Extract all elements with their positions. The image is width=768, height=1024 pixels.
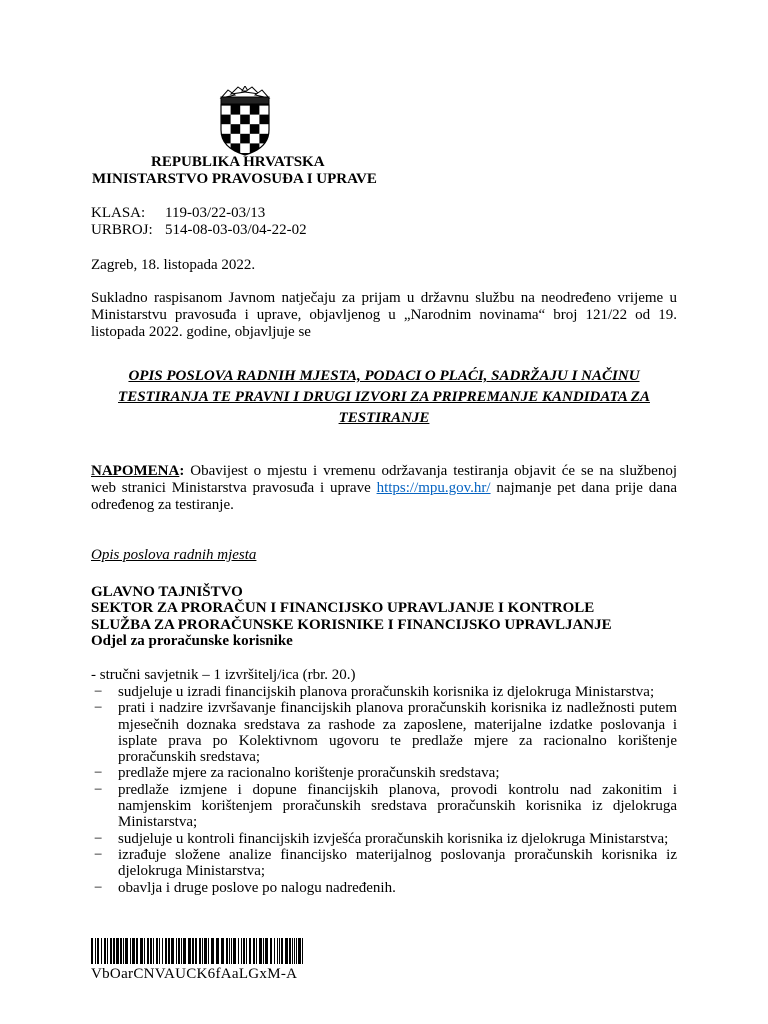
org-unit-4: Odjel za proračunske korisnike <box>91 633 293 649</box>
bullet-dash: − <box>94 830 103 847</box>
ref-label: KLASA: <box>91 205 146 221</box>
country-name: REPUBLIKA HRVATSKA <box>151 154 325 170</box>
barcode-text: VbOarCNVAUCK6fAaLGxM-A <box>91 966 298 982</box>
jobs-heading: Opis poslova radnih mjesta <box>91 547 257 563</box>
list-item: − predlaže izmjene i dopune financijskih planova, provodi kontrolu nad zakonitim i namjenskim korištenjem proračunskih sredstava proračunskih korisnika iz djelokruga Ministarstva; <box>94 781 677 831</box>
ref-value: 119-03/22-03/13 <box>165 205 266 221</box>
ref-klasa <box>91 205 265 222</box>
bullet-dash: − <box>94 700 103 717</box>
org-unit-1: GLAVNO TAJNIŠTVO <box>91 584 243 600</box>
croatian-coat-of-arms-icon <box>218 86 272 156</box>
list-item: − sudjeluje u izradi financijskih planova proračunskih korisnika iz djelokruga Ministarstva; <box>94 684 655 700</box>
ref-value: 514-08-03-03/04-22-02 <box>165 222 307 238</box>
position-line: - stručni savjetnik – 1 izvršitelj/ica (rbr. 20.) <box>91 667 356 683</box>
bullet-dash: − <box>94 846 103 863</box>
note-paragraph <box>91 463 677 514</box>
duties-list <box>91 684 677 896</box>
date-line: Zagreb, 18. listopada 2022. <box>91 257 256 273</box>
list-item: − obavlja i druge poslove po nalogu nadređenih. <box>94 879 396 896</box>
bullet-dash: − <box>94 684 103 700</box>
ministry-website-link[interactable]: https://mpu.gov.hr/ <box>376 480 491 496</box>
org-unit-2: SEKTOR ZA PRORAČUN I FINANCIJSKO UPRAVLJANJE I KONTROLE <box>91 600 595 616</box>
barcode-icon <box>91 938 306 964</box>
intro-paragraph: Sukladno raspisanom Javnom natječaju za prijam u državnu službu na neodređeno vrijeme u Ministarstvu pravosuđa i uprave, objavljenog u „Narodnim novinama“ broj 121/22 od 19. listopada 2022. godine, objavljuje se <box>91 290 677 340</box>
bullet-dash: − <box>94 781 103 798</box>
note-text-after: najmanje pet dana prije dana određenog za testiranje. <box>91 480 678 513</box>
note-label: NAPOMENA <box>91 463 180 479</box>
list-item: − predlaže mjere za racionalno korištenje proračunskih sredstava; <box>94 765 500 782</box>
ref-label: URBROJ: <box>91 222 153 238</box>
bullet-dash: − <box>94 765 103 782</box>
ref-urbroj <box>91 222 307 239</box>
bullet-dash: − <box>94 879 103 896</box>
list-item: − prati i nadzire izvršavanje financijskih planova proračunskih korisnika iz nadležnosti putem mjesečnih doznaka sredstava za rashode za zaposlene, materijalne izdatke poslovanja i isplate prava po Kolektivnom ugovoru te predlaže mjere za racionalno korištenje proračunskih sredstava; <box>94 700 677 766</box>
org-unit-3: SLUŽBA ZA PRORAČUNSKE KORISNIKE I FINANCIJSKO UPRAVLJANJE <box>91 617 612 633</box>
document-title: OPIS POSLOVA RADNIH MJESTA, PODACI O PLAĆI, SADRŽAJU I NAČINU TESTIRANJA TE PRAVNI I DRUGI IZVORI ZA PRIPREMANJE KANDIDATA ZA TESTIRANJE <box>118 368 650 426</box>
list-item: − izrađuje složene analize financijsko materijalnog poslovanja proračunskih korisnika iz djelokruga Ministarstva; <box>94 846 677 880</box>
note-colon: : <box>179 463 185 479</box>
list-item: − sudjeluje u kontroli financijskih izvješća proračunskih korisnika iz djelokruga Ministarstva; <box>94 830 669 847</box>
note-text-before: Obavijest o mjestu i vremenu održavanja testiranja objavit će se na službenoj web stranici Ministarstva pravosuđa i uprave <box>91 463 677 496</box>
ministry-name: MINISTARSTVO PRAVOSUĐA I UPRAVE <box>92 171 377 187</box>
